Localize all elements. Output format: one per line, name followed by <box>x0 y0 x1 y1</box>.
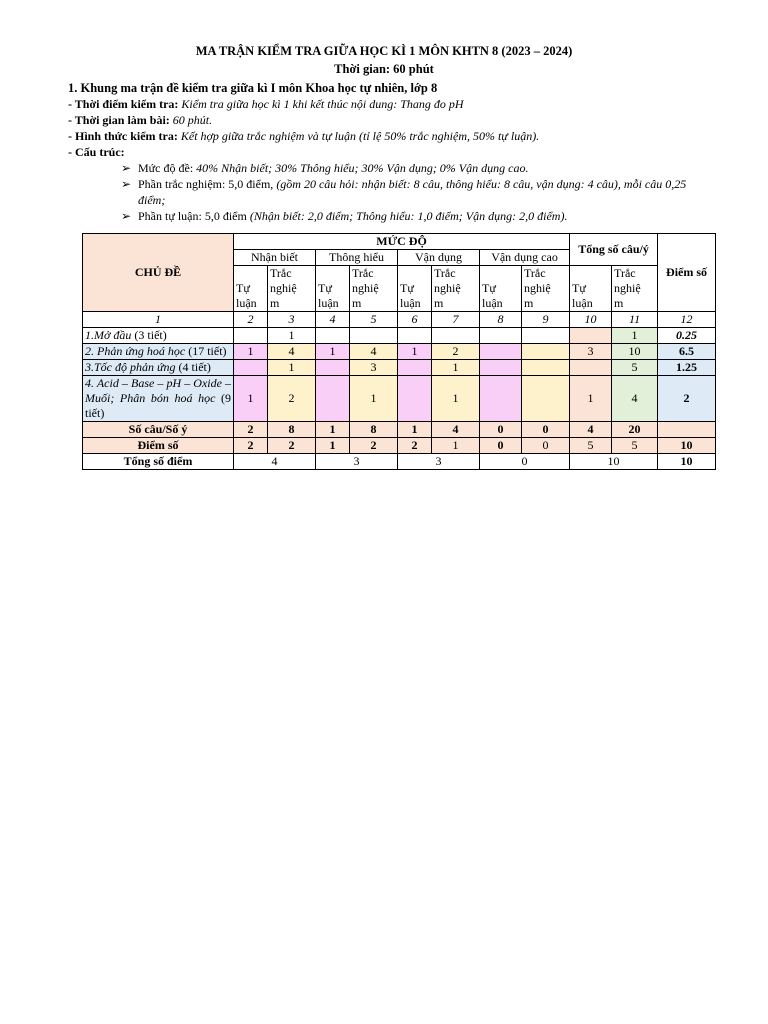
col-number: 8 <box>480 312 522 328</box>
table-cell: 0 <box>522 438 570 454</box>
col-number: 6 <box>398 312 432 328</box>
table-cell <box>480 328 522 344</box>
section-heading: 1. Khung ma trận đề kiểm tra giữa kì I môn Khoa học tự nhiên, lớp 8 <box>68 81 438 95</box>
table-cell <box>398 328 432 344</box>
header-trac-nghiem: Trắc nghiệ m <box>612 266 658 312</box>
info-label: - Thời điểm kiểm tra: <box>68 97 179 111</box>
header-tu-luan: Tự luận <box>398 266 432 312</box>
topic-cell: 2. Phản ứng hoá học (17 tiết) <box>83 344 234 360</box>
summary-label: Điểm số <box>83 438 234 454</box>
document-body <box>68 80 728 224</box>
table-cell: 1 <box>316 422 350 438</box>
table-cell <box>658 422 716 438</box>
table-cell: 2 <box>432 344 480 360</box>
table-cell: 3 <box>398 454 480 470</box>
table-cell: 4 <box>234 454 316 470</box>
col-number: 12 <box>658 312 716 328</box>
table-cell <box>480 376 522 422</box>
table-cell: 10 <box>658 454 716 470</box>
matrix-table <box>82 233 716 470</box>
table-row <box>83 312 716 328</box>
summary-label: Số câu/Số ý <box>83 422 234 438</box>
header-level: Vận dụng <box>398 250 480 266</box>
topic-cell: 1.Mở đầu (3 tiết) <box>83 328 234 344</box>
topic-cell: 4. Acid – Base – pH – Oxide –Muối; Phân bón hoá học (9 tiết) <box>83 376 234 422</box>
header-level: Nhận biết <box>234 250 316 266</box>
table-cell: 1 <box>398 344 432 360</box>
info-value: Kiểm tra giữa học kì 1 khi kết thúc nội dung: Thang đo pH <box>178 97 464 111</box>
topic-cell: 3.Tốc độ phản ứng (4 tiết) <box>83 360 234 376</box>
table-cell: 10 <box>570 454 658 470</box>
info-value: Kết hợp giữa trắc nghiệm và tự luận (tỉ lệ 50% trắc nghiệm, 50% tự luận). <box>177 129 540 143</box>
table-cell: 1 <box>350 376 398 422</box>
table-row <box>83 360 716 376</box>
info-line-duration <box>68 112 728 128</box>
table-cell: 1 <box>570 376 612 422</box>
table-cell <box>398 360 432 376</box>
table-cell: 2 <box>234 422 268 438</box>
table-cell: 0 <box>522 422 570 438</box>
table-row <box>83 454 716 470</box>
header-level: Vận dụng cao <box>480 250 570 266</box>
table-cell <box>522 328 570 344</box>
col-number: 11 <box>612 312 658 328</box>
table-cell: 1 <box>234 376 268 422</box>
header-tu-luan: Tự luận <box>480 266 522 312</box>
table-cell: 1 <box>268 328 316 344</box>
table-cell: 0 <box>480 454 570 470</box>
col-number: 5 <box>350 312 398 328</box>
table-cell: 2 <box>658 376 716 422</box>
table-cell: 0 <box>480 422 522 438</box>
table-cell: 4 <box>570 422 612 438</box>
table-cell: 1 <box>234 344 268 360</box>
table-row <box>83 422 716 438</box>
structure-list <box>68 160 728 224</box>
table-cell: 5 <box>612 360 658 376</box>
table-cell: 1 <box>432 438 480 454</box>
table-cell: 1 <box>316 344 350 360</box>
table-cell <box>480 360 522 376</box>
table-cell: 1 <box>432 360 480 376</box>
list-item: ➢ Phần tự luận: 5,0 điểm (Nhận biết: 2,0 điểm; Thông hiểu: 1,0 điểm; Vận dụng: 2,0 điểm). <box>121 209 568 223</box>
header-muc-do: MỨC ĐỘ <box>234 234 570 250</box>
table-cell <box>398 376 432 422</box>
info-line-format <box>68 128 728 144</box>
table-cell <box>350 328 398 344</box>
table-cell: 4 <box>612 376 658 422</box>
table-cell: 3 <box>570 344 612 360</box>
table-cell: 8 <box>350 422 398 438</box>
list-item: ➢ Mức độ đề: 40% Nhận biết; 30% Thông hiểu; 30% Vận dụng; 0% Vận dụng cao. <box>121 161 529 175</box>
table-cell: 20 <box>612 422 658 438</box>
table-cell: 1 <box>398 422 432 438</box>
header-tu-luan: Tự luận <box>570 266 612 312</box>
arrow-bullet-icon: ➢ <box>121 177 132 191</box>
table-cell: 2 <box>350 438 398 454</box>
table-cell <box>522 376 570 422</box>
header-trac-nghiem: Trắc nghiệ m <box>522 266 570 312</box>
col-number: 10 <box>570 312 612 328</box>
arrow-bullet-icon: ➢ <box>121 161 132 175</box>
table-row <box>83 438 716 454</box>
header-tong-so-cau: Tổng số câu/ý <box>570 234 658 266</box>
table-cell: 2 <box>234 438 268 454</box>
summary-label: Tổng số điểm <box>83 454 234 470</box>
table-cell <box>316 360 350 376</box>
col-number: 7 <box>432 312 480 328</box>
col-number: 9 <box>522 312 570 328</box>
header-level: Thông hiểu <box>316 250 398 266</box>
table-cell <box>316 328 350 344</box>
table-cell: 2 <box>398 438 432 454</box>
table-cell <box>432 328 480 344</box>
document-subtitle: Thời gian: 60 phút <box>334 62 434 76</box>
table-cell <box>234 328 268 344</box>
table-cell: 1 <box>612 328 658 344</box>
table-cell: 1 <box>432 376 480 422</box>
header-trac-nghiem: Trắc nghiệ m <box>432 266 480 312</box>
table-cell: 8 <box>268 422 316 438</box>
table-cell: 0.25 <box>658 328 716 344</box>
table-cell: 2 <box>268 438 316 454</box>
table-cell <box>480 344 522 360</box>
table-cell: 4 <box>350 344 398 360</box>
col-number: 4 <box>316 312 350 328</box>
header-chu-de: CHỦ ĐỀ <box>83 234 234 312</box>
table-cell: 1 <box>316 438 350 454</box>
table-cell <box>522 344 570 360</box>
list-item: ➢ Phần trắc nghiệm: 5,0 điểm, (gồm 20 câu hỏi: nhận biết: 8 câu, thông hiểu: 8 câu, vận dụng: 4 câu), mỗi câu 0,25 điểm; <box>121 177 687 207</box>
table-cell: 2 <box>268 376 316 422</box>
table-row <box>83 328 716 344</box>
table-cell <box>316 376 350 422</box>
col-number: 1 <box>83 312 234 328</box>
table-row <box>83 344 716 360</box>
table-cell: 1 <box>268 360 316 376</box>
table-cell: 10 <box>612 344 658 360</box>
info-value: 60 phút. <box>169 113 213 127</box>
table-cell: 1.25 <box>658 360 716 376</box>
info-label: - Thời gian làm bài: <box>68 113 170 127</box>
table-cell: 4 <box>432 422 480 438</box>
col-number: 3 <box>268 312 316 328</box>
table-cell: 5 <box>612 438 658 454</box>
table-row <box>83 376 716 422</box>
table-cell: 6.5 <box>658 344 716 360</box>
table-row <box>83 234 716 250</box>
header-trac-nghiem: Trắc nghiệ m <box>268 266 316 312</box>
table-cell: 5 <box>570 438 612 454</box>
header-tu-luan: Tự luận <box>316 266 350 312</box>
document-title: MA TRẬN KIỂM TRA GIỮA HỌC KÌ 1 MÔN KHTN 8 (2023 – 2024) <box>195 44 573 58</box>
table-cell <box>522 360 570 376</box>
info-line-time <box>68 96 728 112</box>
table-cell: 10 <box>658 438 716 454</box>
table-cell: 3 <box>316 454 398 470</box>
structure-label: - Cấu trúc: <box>68 145 125 159</box>
table-cell: 0 <box>480 438 522 454</box>
header-diem-so: Điểm số <box>658 234 716 312</box>
table-cell: 3 <box>350 360 398 376</box>
col-number: 2 <box>234 312 268 328</box>
arrow-bullet-icon: ➢ <box>121 209 132 223</box>
info-label: - Hình thức kiểm tra: <box>68 129 178 143</box>
table-cell <box>234 360 268 376</box>
table-cell <box>570 328 612 344</box>
header-tu-luan: Tự luận <box>234 266 268 312</box>
table-cell: 4 <box>268 344 316 360</box>
header-trac-nghiem: Trắc nghiệ m <box>350 266 398 312</box>
table-cell <box>570 360 612 376</box>
